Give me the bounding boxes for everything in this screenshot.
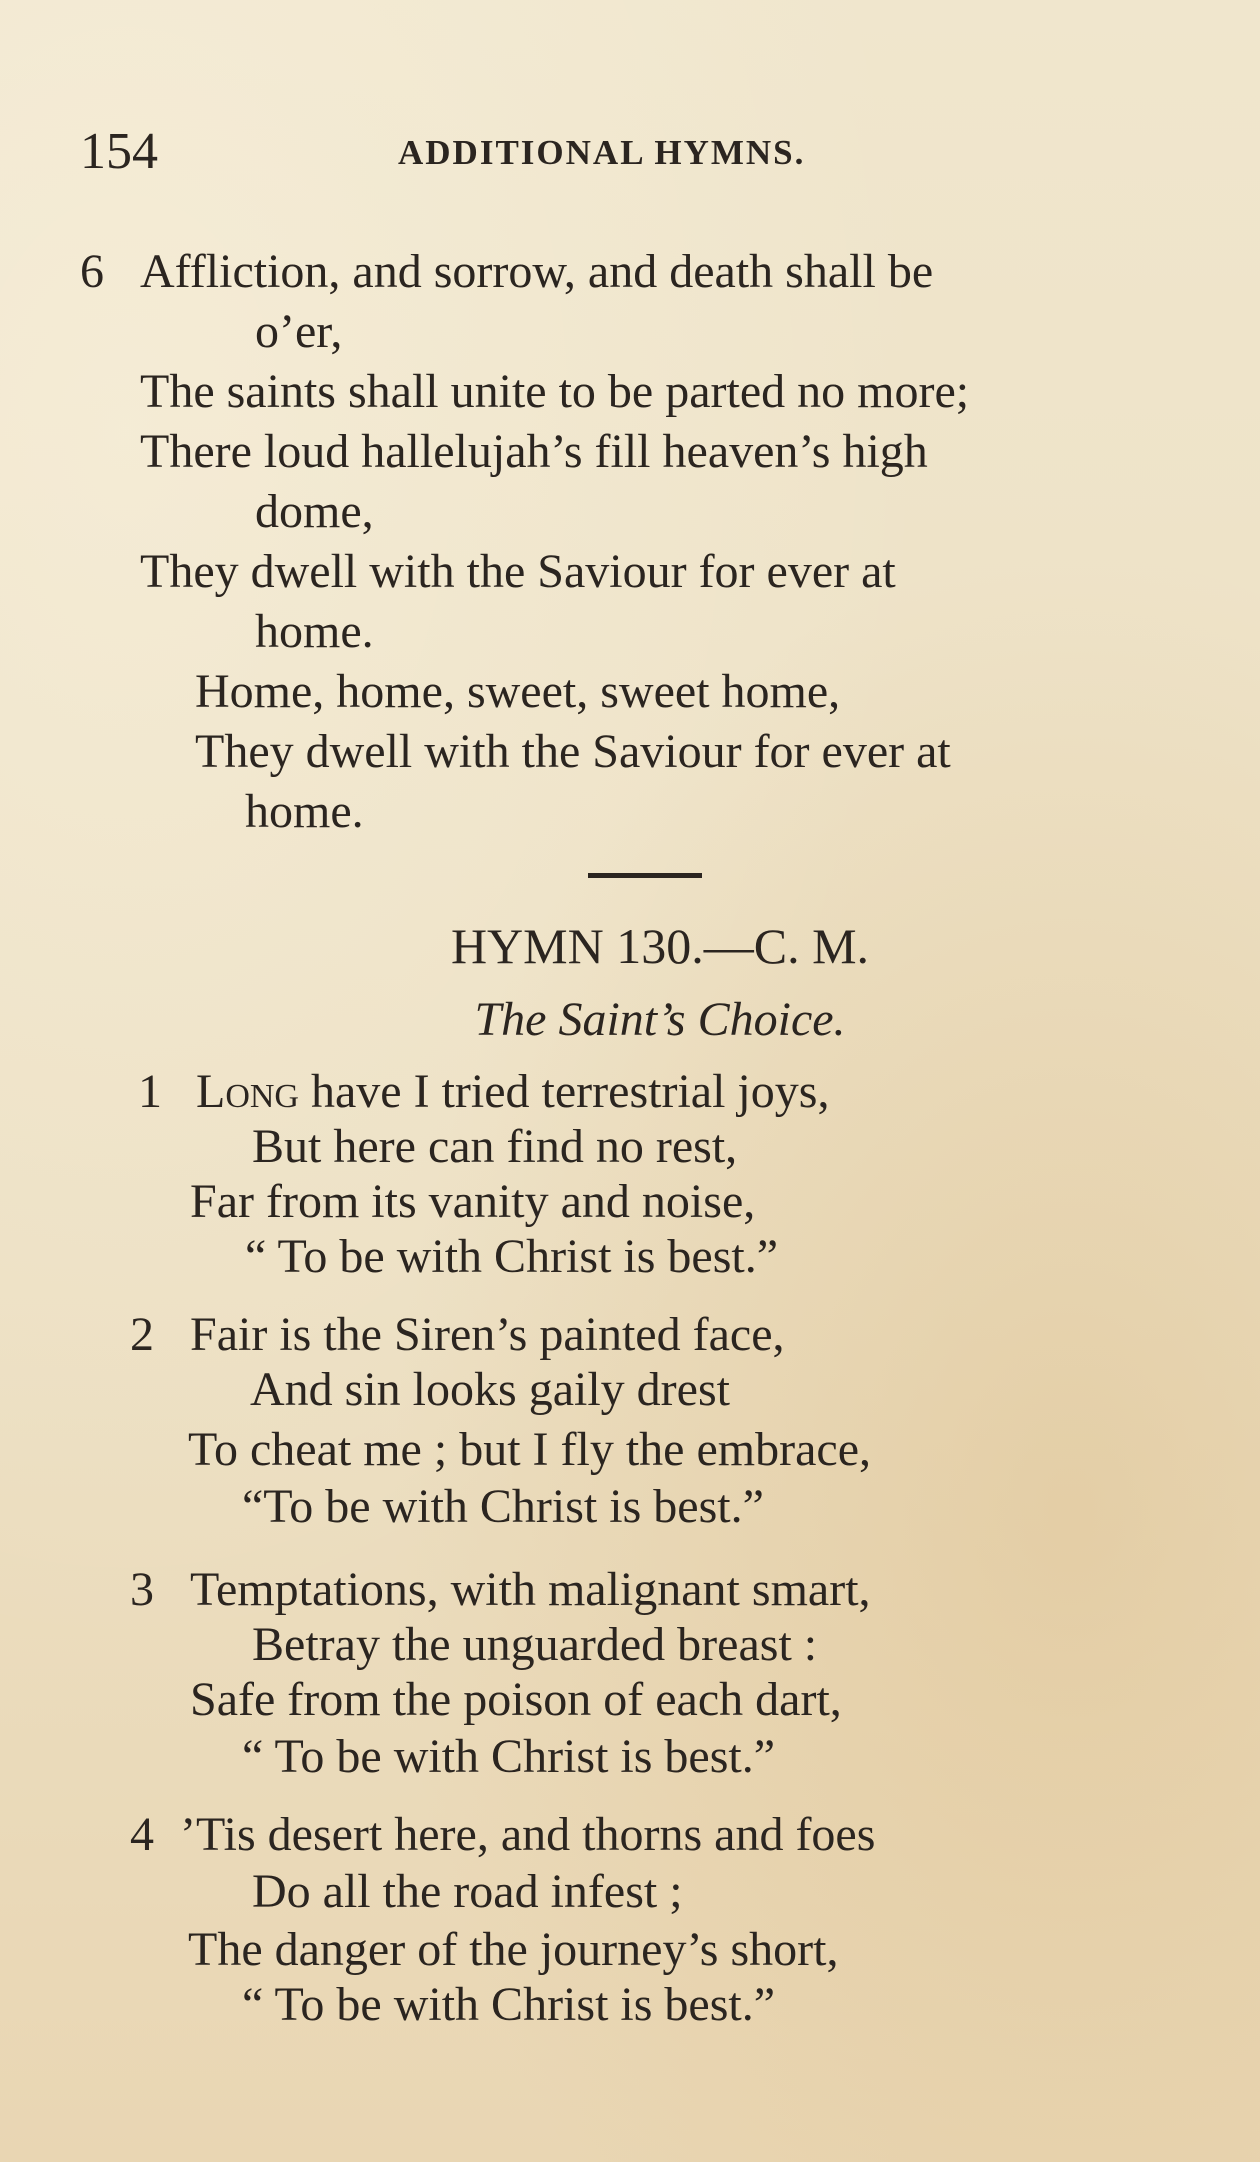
stanza-number: 3: [130, 1563, 154, 1616]
verse-line: “ To be with Christ is best.”: [242, 1730, 776, 1783]
verse-line: Affliction, and sorrow, and death shall be: [140, 245, 934, 298]
verse-line: They dwell with the Saviour for ever at: [195, 725, 951, 778]
verse-line: The saints shall unite to be parted no more;: [140, 365, 970, 418]
stanza-number: 4: [130, 1808, 154, 1861]
drop-word: Long: [196, 1065, 299, 1118]
verse-line: And sin looks gaily drest: [250, 1363, 730, 1416]
page-number: 154: [80, 123, 158, 180]
verse-line: ’Tis desert here, and thorns and foes: [180, 1808, 876, 1861]
verse-line: Do all the road infest ;: [252, 1865, 683, 1918]
verse-line: Temptations, with malignant smart,: [190, 1563, 871, 1616]
verse-line: Safe from the poison of each dart,: [190, 1673, 842, 1726]
verse-line: dome,: [255, 485, 374, 538]
verse-line: Home, home, sweet, sweet home,: [195, 665, 841, 718]
section-divider: [588, 873, 702, 878]
hymn-subtitle: The Saint’s Choice.: [474, 993, 846, 1046]
verse-line: Far from its vanity and noise,: [190, 1175, 756, 1228]
verse-line: “To be with Christ is best.”: [242, 1480, 764, 1533]
stanza-number: 6: [80, 245, 104, 298]
first-line-rest: have I tried terrestrial joys,: [298, 1065, 830, 1118]
verse-line: “ To be with Christ is best.”: [245, 1230, 779, 1283]
verse-line: home.: [245, 785, 364, 838]
verse-line: They dwell with the Saviour for ever at: [140, 545, 896, 598]
stanza-number: 1: [138, 1065, 162, 1118]
page-header: [80, 122, 1210, 182]
hymn-title: HYMN 130.—C. M.: [450, 918, 870, 974]
verse-line: There loud hallelujah’s fill heaven’s high: [140, 425, 928, 478]
verse-line: The danger of the journey’s short,: [188, 1923, 839, 1976]
verse-line: But here can find no rest,: [252, 1120, 738, 1173]
verse-line: Betray the unguarded breast :: [252, 1618, 818, 1671]
verse-line: [196, 1062, 829, 1122]
stanza-number: 2: [130, 1308, 154, 1361]
verse-line: Fair is the Siren’s painted face,: [190, 1308, 785, 1361]
verse-line: home.: [255, 605, 374, 658]
verse-line: o’er,: [255, 305, 343, 358]
running-title: ADDITIONAL HYMNS.: [398, 133, 806, 172]
verse-line: To cheat me ; but I fly the embrace,: [188, 1423, 872, 1476]
verse-line: “ To be with Christ is best.”: [242, 1978, 776, 2031]
